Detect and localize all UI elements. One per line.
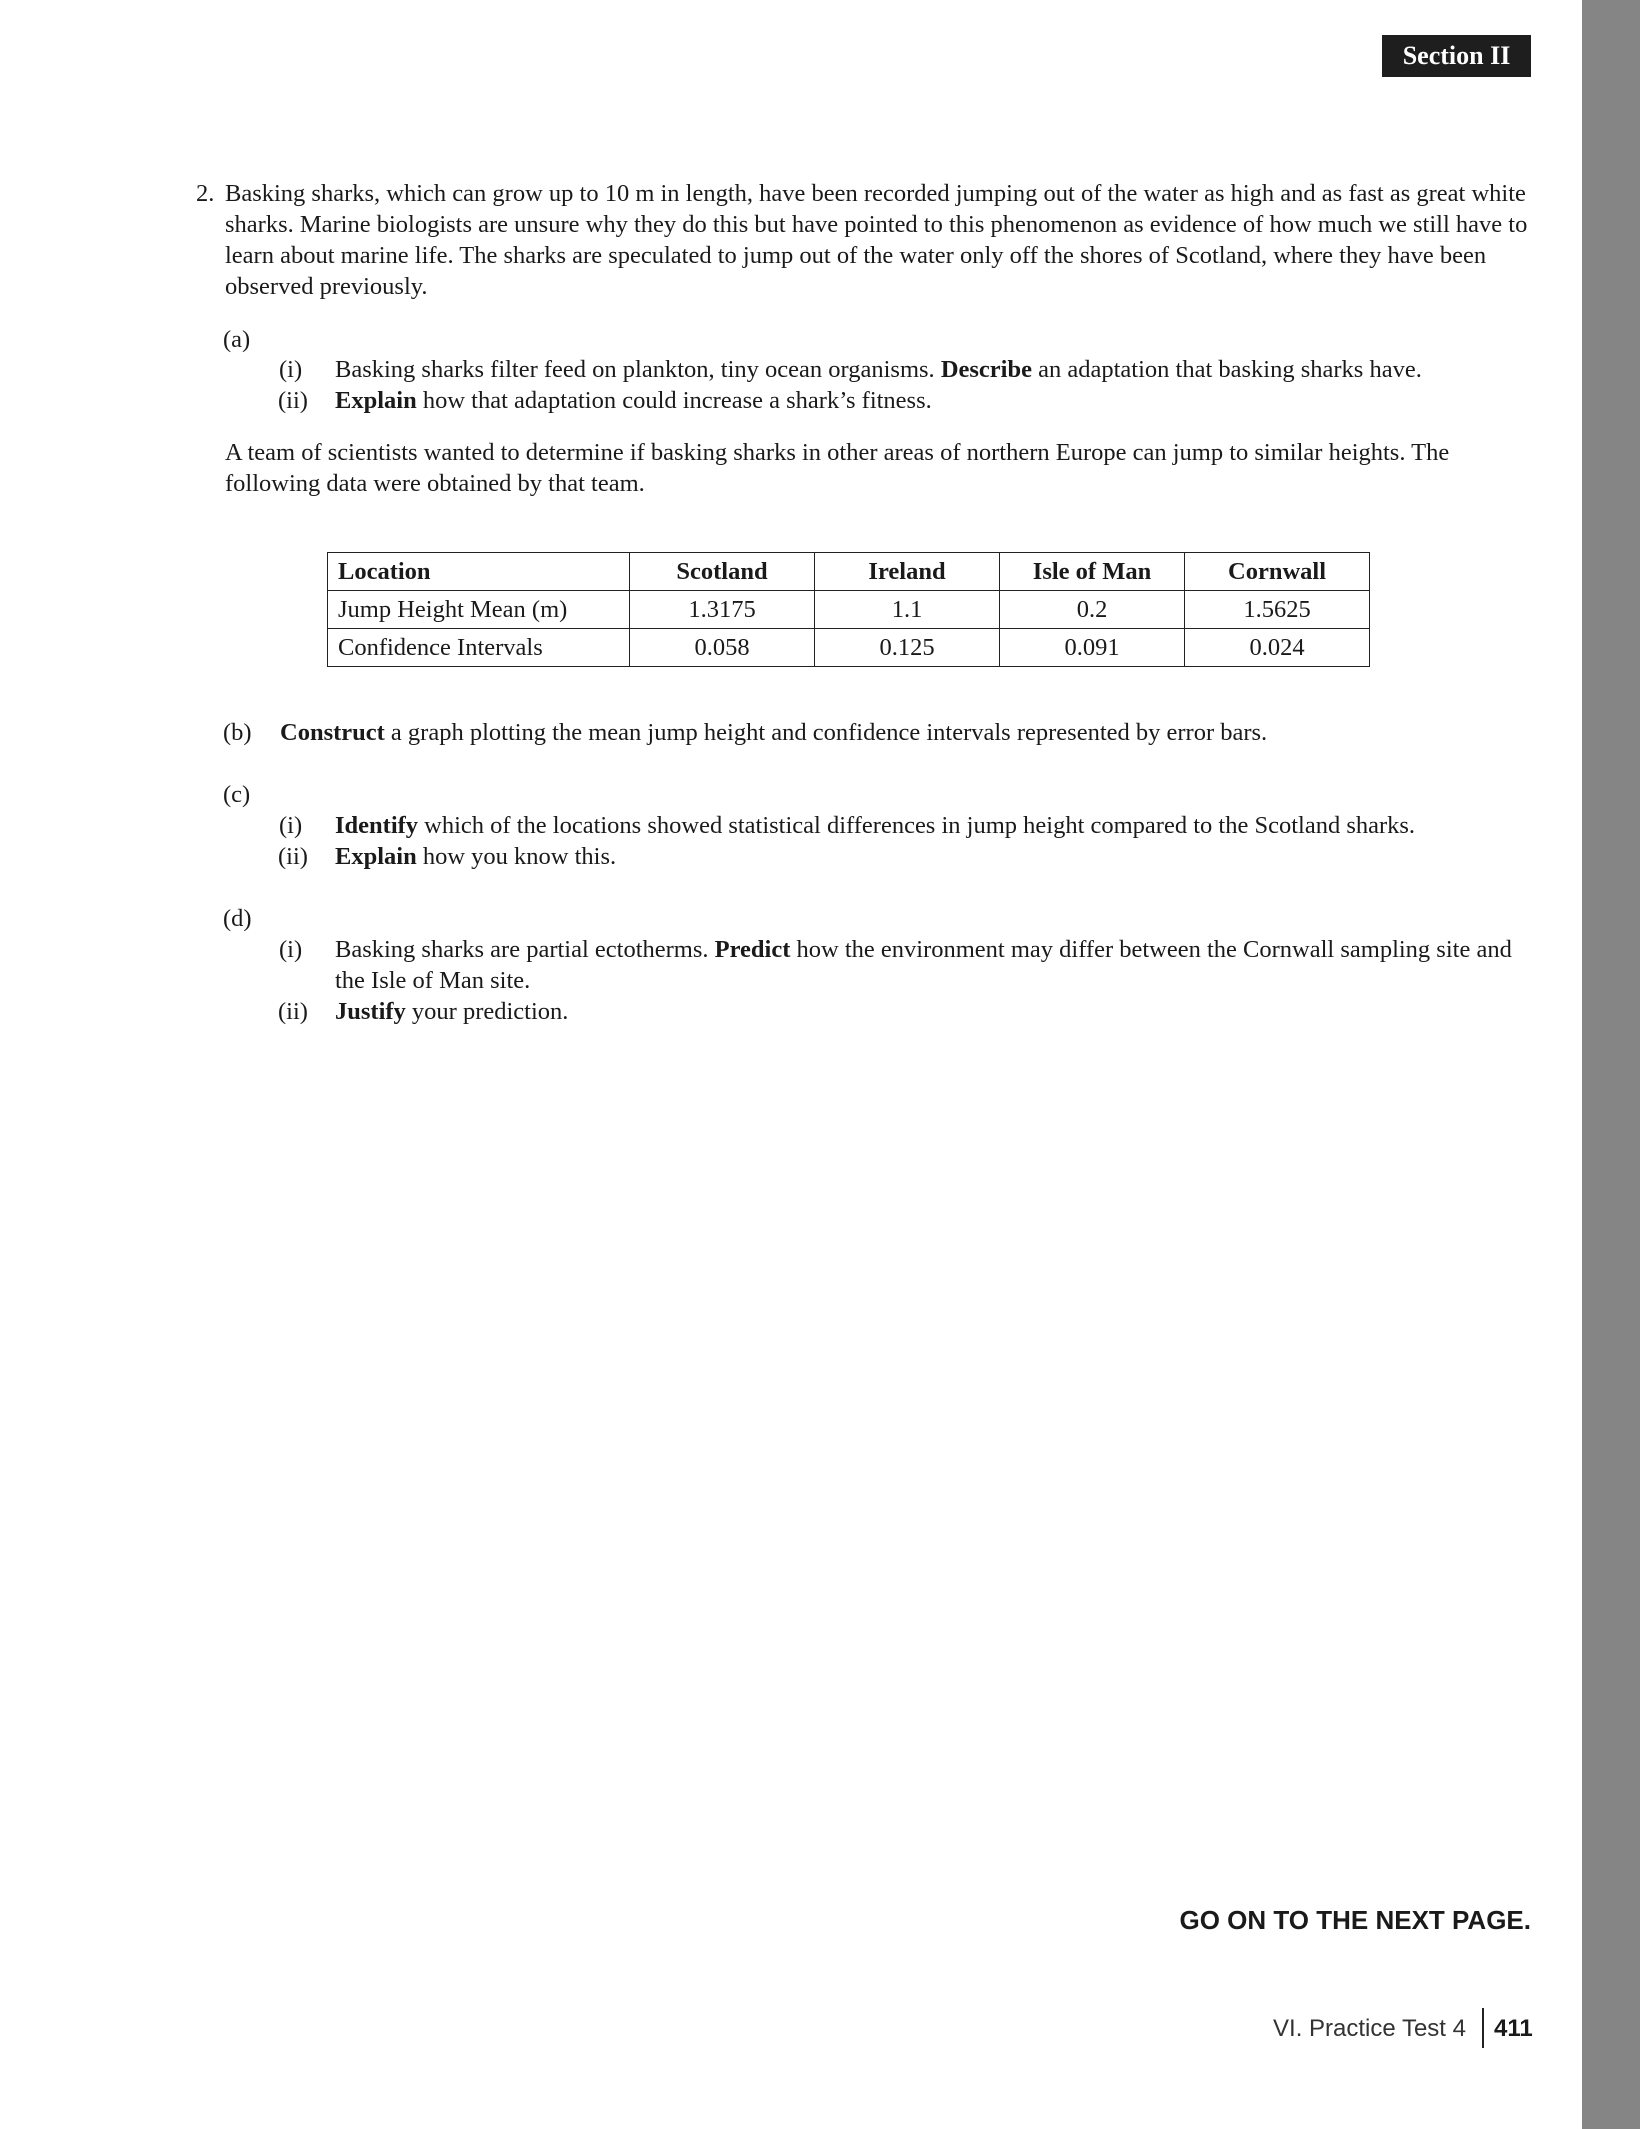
table-cell: 1.5625 [1185, 591, 1370, 629]
table-cell: 1.1 [815, 591, 1000, 629]
footer-divider [1482, 2008, 1484, 2048]
question-intro: Basking sharks, which can grow up to 10 m in length, have been recorded jumping out of the water as high and as fast as great white sharks. Marine biologists are unsure why they do this but have pointed to this phenomenon as evidence of how much we still have to learn about marine life. The sharks are speculated to jump out of the water only off the shores of Scotland, where they have been observed previously. [225, 180, 1528, 300]
table-cell: 1.3175 [630, 591, 815, 629]
part-c-i-text: Identify which of the locations showed statistical differences in jump height compared to the Scotland sharks. [335, 812, 1416, 839]
table-header-cell: Cornwall [1185, 553, 1370, 591]
part-c-label: (c) [223, 781, 251, 808]
part-a-ii-text: Explain how that adaptation could increase a shark’s fitness. [335, 387, 932, 414]
table-header-cell: Location [328, 553, 630, 591]
part-c-i-num: (i) [279, 812, 303, 839]
table-header-row [328, 553, 1370, 591]
page-number: 411 [1494, 2015, 1533, 2042]
table-row [328, 629, 1370, 667]
part-b-text: Construct a graph plotting the mean jump height and confidence intervals represented by error bars. [280, 719, 1268, 746]
part-a-label: (a) [223, 326, 251, 353]
part-d-i-text: Basking sharks are partial ectotherms. Predict how the environment may differ between the Cornwall sampling site and the Isle of Man site. [335, 936, 1512, 994]
table-cell: 0.024 [1185, 629, 1370, 667]
part-d-label: (d) [223, 905, 252, 932]
part-d-ii-text: Justify your prediction. [335, 998, 569, 1025]
table-cell: Jump Height Mean (m) [328, 591, 630, 629]
table-cell: 0.091 [1000, 629, 1185, 667]
table-row [328, 591, 1370, 629]
table-cell: 0.058 [630, 629, 815, 667]
part-b-label: (b) [223, 719, 252, 746]
table-header-cell: Ireland [815, 553, 1000, 591]
table-cell: Confidence Intervals [328, 629, 630, 667]
section-badge: Section II [1382, 35, 1531, 77]
question-number: 2. [196, 180, 215, 207]
context-paragraph: A team of scientists wanted to determine if basking sharks in other areas of northern Europe can jump to similar heights. The following data were obtained by that team. [225, 439, 1450, 497]
part-d-i-num: (i) [279, 936, 303, 963]
data-table [327, 552, 1370, 667]
part-a-ii-num: (ii) [278, 387, 308, 414]
part-d-ii-num: (ii) [278, 998, 308, 1025]
chapter-label: VI. Practice Test 4 [1273, 2015, 1466, 2042]
table-header-cell: Scotland [630, 553, 815, 591]
go-next-page-notice: GO ON TO THE NEXT PAGE. [1179, 1905, 1531, 1935]
table-header-cell: Isle of Man [1000, 553, 1185, 591]
part-a-i-num: (i) [279, 356, 303, 383]
part-c-ii-text: Explain how you know this. [335, 843, 617, 870]
table-cell: 0.2 [1000, 591, 1185, 629]
part-a-i-text: Basking sharks filter feed on plankton, tiny ocean organisms. Describe an adaptation that basking sharks have. [335, 356, 1422, 383]
table-cell: 0.125 [815, 629, 1000, 667]
page-edge-bar [1582, 0, 1640, 2129]
part-c-ii-num: (ii) [278, 843, 308, 870]
